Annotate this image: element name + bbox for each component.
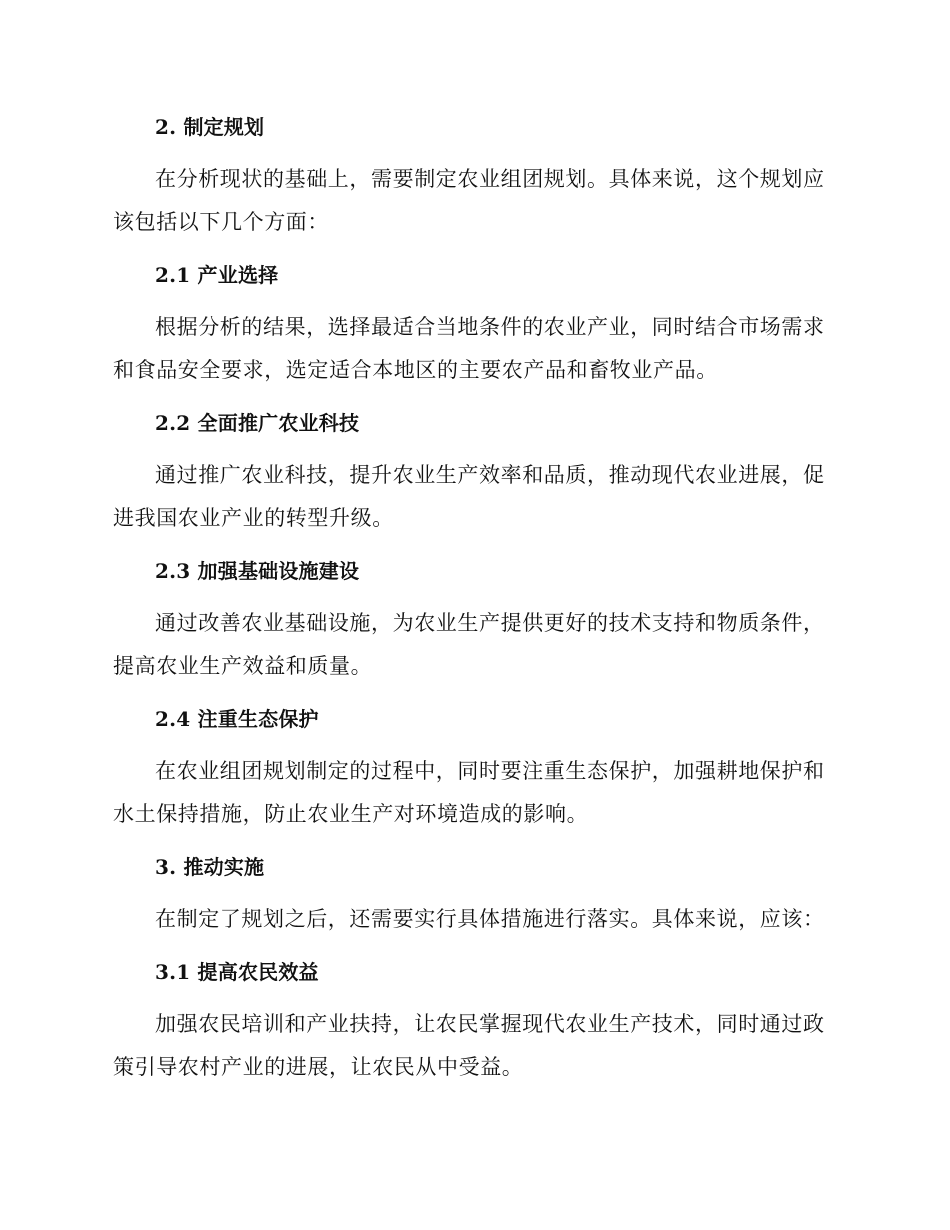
section-heading-2-1: 2.1 产业选择: [155, 263, 279, 287]
section-heading-3: 3. 推动实施: [155, 855, 265, 879]
section-heading-2-4: 2.4 注重生态保护: [155, 707, 319, 731]
document-body: [113, 110, 833, 1103]
paragraph-2-1: 根据分析的结果，选择最适合当地条件的农业产业，同时结合市场需求和食品安全要求，选定适合本地区的主要农产品和畜牧业产品。: [113, 315, 825, 382]
section-heading-2: 2. 制定规划: [155, 115, 265, 139]
paragraph-2-intro: 在分析现状的基础上，需要制定农业组团规划。具体来说，这个规划应该包括以下几个方面：: [113, 167, 825, 234]
paragraph-2-4: 在农业组团规划制定的过程中，同时要注重生态保护，加强耕地保护和水土保持措施，防止农业生产对环境造成的影响。: [113, 759, 825, 826]
section-heading-3-1: 3.1 提高农民效益: [155, 960, 319, 984]
paragraph-3-1: 加强农民培训和产业扶持，让农民掌握现代农业生产技术，同时通过政策引导农村产业的进展，让农民从中受益。: [113, 1012, 825, 1079]
paragraph-2-2: 通过推广农业科技，提升农业生产效率和品质，推动现代农业进展，促进我国农业产业的转型升级。: [113, 463, 825, 530]
paragraph-3-intro: 在制定了规划之后，还需要实行具体措施进行落实。具体来说，应该：: [155, 907, 825, 931]
section-heading-2-3: 2.3 加强基础设施建设: [155, 559, 360, 583]
paragraph-2-3: 通过改善农业基础设施，为农业生产提供更好的技术支持和物质条件，提高农业生产效益和质量。: [113, 611, 825, 678]
section-heading-2-2: 2.2 全面推广农业科技: [155, 411, 360, 435]
